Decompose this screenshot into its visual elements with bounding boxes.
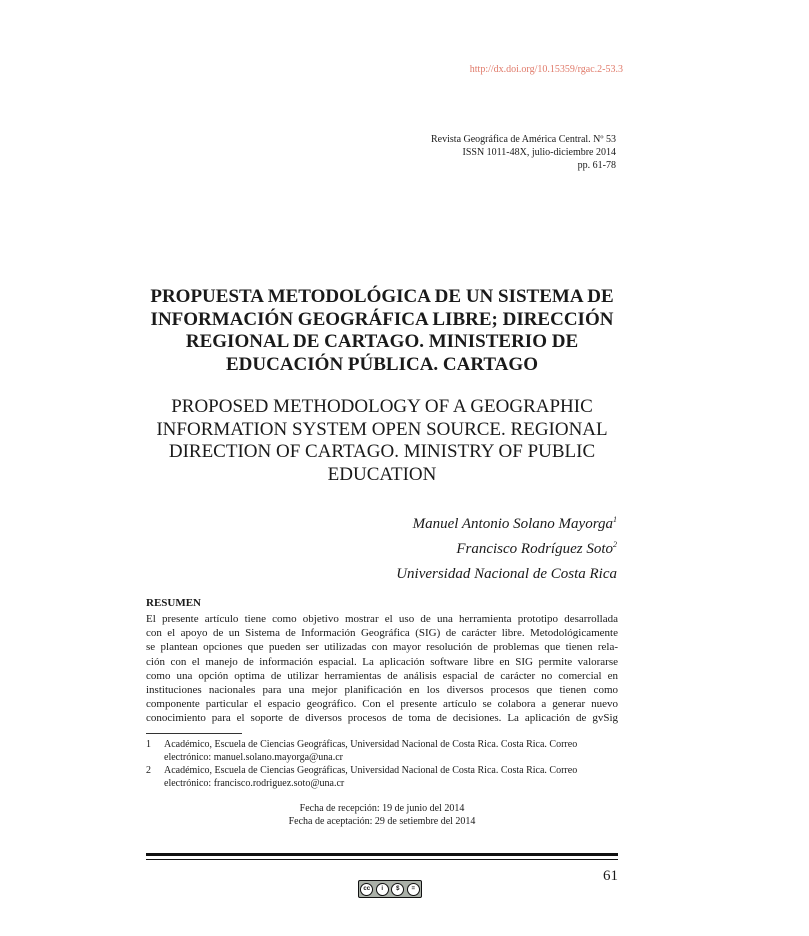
abstract-line: ción con el manejo de información espacial. La aplicación software libre en SIG permite valorarse — [146, 655, 618, 668]
doi-link[interactable]: http://dx.doi.org/10.15359/rgac.2-53.3 — [469, 64, 623, 75]
english-title-line: DIRECTION OF CARTAGO. MINISTRY OF PUBLIC — [168, 441, 596, 462]
nd-icon: = — [407, 883, 420, 896]
date-received: Fecha de recepción: 19 de junio del 2014 — [299, 803, 465, 814]
abstract-heading: RESUMEN — [146, 597, 202, 609]
footnote-mark[interactable]: 1 — [613, 515, 617, 524]
nc-icon: $ — [391, 883, 404, 896]
spanish-title-line: INFORMACIÓN GEOGRÁFICA LIBRE; DIRECCIÓN — [150, 308, 614, 330]
journal-info — [431, 133, 616, 172]
affiliation: Universidad Nacional de Costa Rica — [396, 566, 617, 582]
abstract-line: El presente artículo tiene como objetivo mostrar el uso de una herramienta prototipo desarrollada — [146, 613, 618, 625]
page-number: 61 — [603, 868, 618, 884]
english-title-line: PROPOSED METHODOLOGY OF A GEOGRAPHIC — [171, 396, 593, 417]
author-1 — [396, 512, 617, 537]
spanish-title-line: EDUCACIÓN PÚBLICA. CARTAGO — [226, 353, 538, 375]
spanish-title-line: PROPUESTA METODOLÓGICA DE UN SISTEMA DE — [150, 286, 614, 307]
english-title-line: INFORMATION SYSTEM OPEN SOURCE. REGIONAL — [156, 418, 608, 440]
footnote-number: 1 — [146, 739, 151, 750]
footnote-number: 2 — [146, 765, 151, 776]
date-accepted: Fecha de aceptación: 29 de setiembre del 2014 — [288, 816, 476, 827]
abstract-line: con el apoyo de un Sistema de Información Geográfica (SIG) de carácter libre. Metodológicamente — [146, 627, 618, 640]
abstract-line: componente particular el espacio geográfico. Con el presente artículo se colabora a generar nuevo — [146, 698, 618, 711]
cc-icon: cc — [360, 883, 373, 896]
journal-name: Revista Geográfica de América Central. Nº 53 — [431, 134, 616, 145]
abstract-body — [146, 612, 618, 726]
abstract-line: como una opción optima de utilizar herramientas de análisis espacial de carácter no comercial en — [146, 669, 618, 682]
footnote — [146, 764, 618, 790]
journal-issn: ISSN 1011-48X, julio-diciembre 2014 — [462, 147, 616, 158]
author-name: Francisco Rodríguez Soto — [456, 541, 613, 557]
abstract-line: instituciones nacionales para una mejor planificación en los diversos procesos que tienen como — [146, 684, 618, 697]
footnotes — [146, 738, 618, 790]
abstract-line: conocimiento para el soporte de diversos procesos de toma de decisiones. La aplicación de gvSig — [146, 712, 618, 725]
cc-license-badge[interactable] — [358, 880, 422, 898]
english-title — [140, 396, 624, 486]
footnote-mark[interactable]: 2 — [613, 540, 617, 549]
by-icon: i — [376, 883, 389, 896]
spanish-title-line: REGIONAL DE CARTAGO. MINISTERIO DE — [185, 331, 579, 352]
spanish-title — [140, 286, 624, 376]
abstract-line: se plantean opciones que pueden ser utilizadas con mayor resolución de problemas que tienen rela- — [146, 641, 618, 654]
footnote-text: Académico, Escuela de Ciencias Geográficas, Universidad Nacional de Costa Rica. Costa Rica. Correo electrónico: manuel.solano.mayorga@una.cr — [164, 739, 578, 763]
footnote — [146, 738, 618, 764]
footnote-divider — [146, 733, 242, 734]
footnote-text: Académico, Escuela de Ciencias Geográficas, Universidad Nacional de Costa Rica. Costa Rica. Correo electrónico: francisco.rodriguez.soto@una.cr — [164, 765, 578, 789]
footer-rule-thin — [146, 859, 618, 860]
footer-rule-thick — [146, 853, 618, 856]
author-2 — [396, 537, 617, 562]
author-name: Manuel Antonio Solano Mayorga — [412, 516, 613, 532]
author-block — [396, 512, 617, 587]
journal-pages: pp. 61-78 — [577, 160, 616, 171]
english-title-line: EDUCATION — [327, 463, 437, 485]
submission-dates — [146, 802, 618, 828]
